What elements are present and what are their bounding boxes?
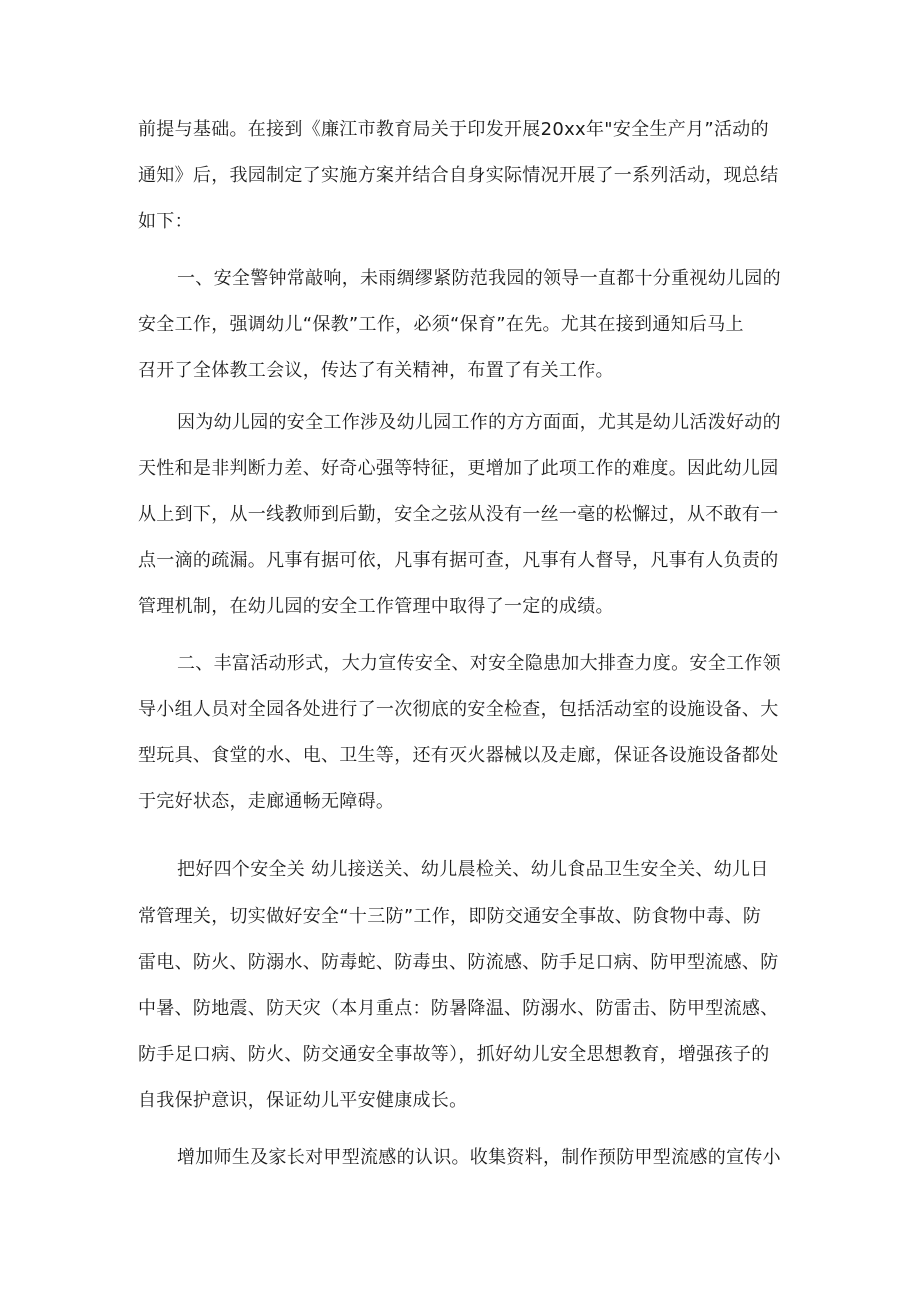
text-line-11: 管理机制，在幼儿园的安全工作管理中取得了一定的成绩。 xyxy=(138,596,614,617)
text-line-4: 一、安全警钟常敲响，未雨绸缪紧防范我园的领导一直都十分重视幼儿园的 xyxy=(177,268,781,289)
text-line-20: 防手足口病、防火、防交通安全事故等），抓好幼儿安全思想教育，增强孩子的 xyxy=(138,1044,770,1065)
text-line-5: 安全工作，强调幼儿“保教”工作，必须“保育”在先。尤其在接到通知后马上 xyxy=(138,314,744,335)
text-line-17: 常管理关，切实做好安全“十三防”工作，即防交通安全事故、防食物中毒、防 xyxy=(138,906,762,927)
text-line-14: 型玩具、食堂的水、电、卫生等，还有灭火器械以及走廊，保证各设施设备都处 xyxy=(138,745,779,766)
text-line-6: 召开了全体教工会议，传达了有关精神，布置了有关工作。 xyxy=(138,360,614,381)
text-line-1: 前提与基础。在接到《廉江市教育局关于印发开展20xx年"安全生产月”活动的 xyxy=(138,119,769,140)
text-line-12: 二、丰富活动形式，大力宣传安全、对安全隐患加大排查力度。安全工作领 xyxy=(177,653,781,674)
text-line-13: 导小组人员对全园各处进行了一次彻底的安全检查，包括活动室的设施设备、大 xyxy=(138,699,779,720)
text-line-22: 增加师生及家长对甲型流感的认识。收集资料，制作预防甲型流感的宣传小 xyxy=(177,1147,781,1168)
text-line-18: 雷电、防火、防溺水、防毒蛇、防毒虫、防流感、防手足口病、防甲型流感、防 xyxy=(138,952,779,973)
text-line-19: 中暑、防地震、防天灾（本月重点：防暑降温、防溺水、防雷击、防甲型流感、 xyxy=(138,998,779,1019)
text-line-21: 自我保护意识，保证幼儿平安健康成长。 xyxy=(138,1090,468,1111)
text-line-10: 点一滴的疏漏。凡事有据可依，凡事有据可查，凡事有人督导，凡事有人负责的 xyxy=(138,550,779,571)
text-line-2: 通知》后，我园制定了实施方案并结合自身实际情况开展了一系列活动，现总结 xyxy=(138,165,779,186)
text-line-7: 因为幼儿园的安全工作涉及幼儿园工作的方方面面，尤其是幼儿活泼好动的 xyxy=(177,412,781,433)
text-line-8: 天性和是非判断力差、好奇心强等特征，更增加了此项工作的难度。因此幼儿园 xyxy=(138,458,779,479)
text-line-16: 把好四个安全关 幼儿接送关、幼儿晨检关、幼儿食品卫生安全关、幼儿日 xyxy=(177,859,769,880)
text-line-15: 于完好状态，走廊通畅无障碍。 xyxy=(138,791,395,812)
text-line-9: 从上到下，从一线教师到后勤，安全之弦从没有一丝一毫的松懈过，从不敢有一 xyxy=(138,504,779,525)
text-line-3: 如下： xyxy=(138,211,193,232)
